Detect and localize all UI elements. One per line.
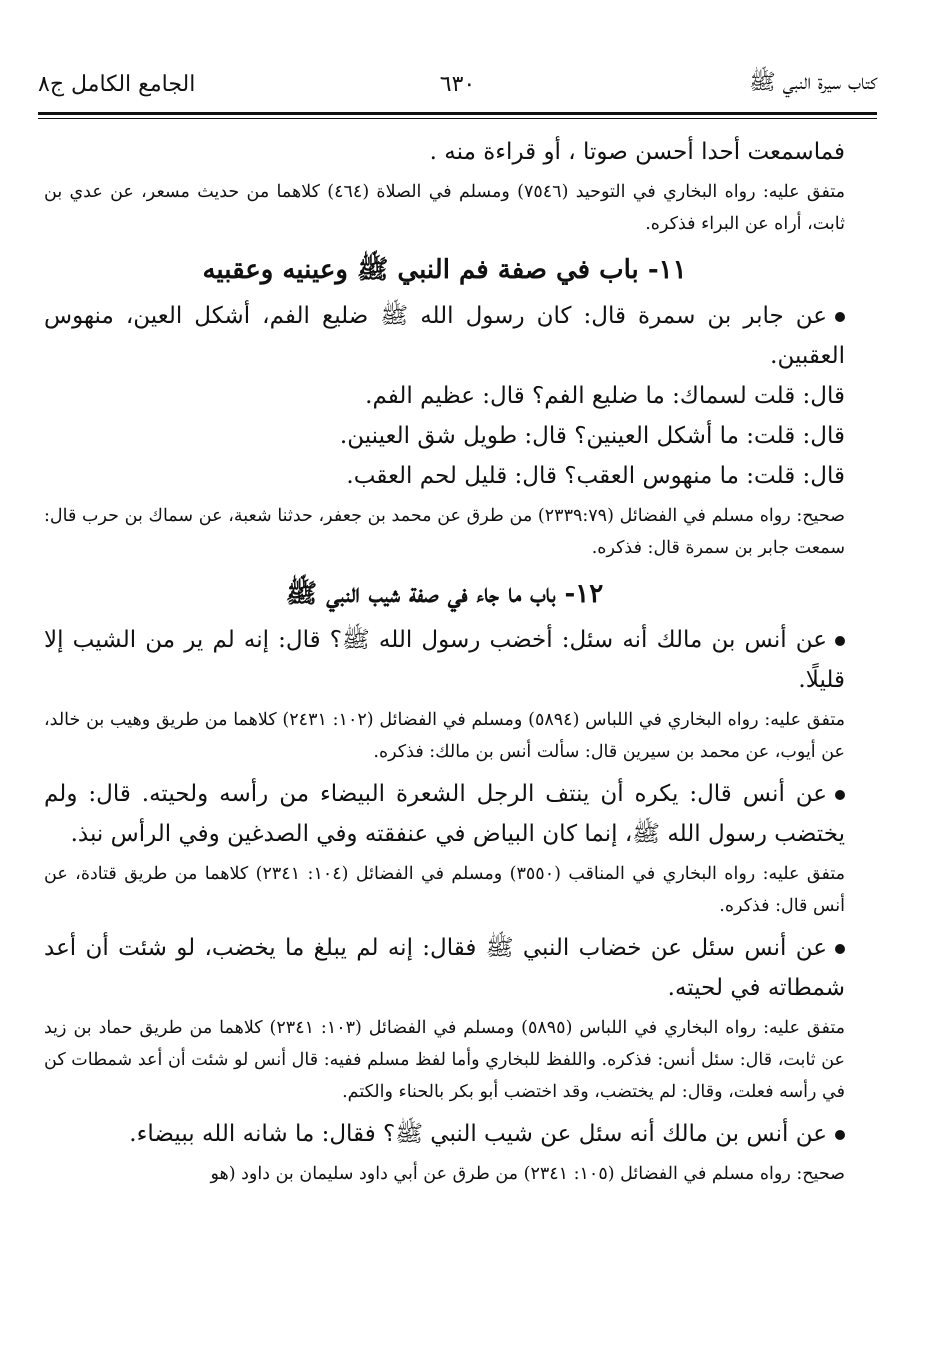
takhrij-note: صحيح: رواه مسلم في الفضائل (١٠٥: ٢٣٤١) من طرق عن أبي داود سليمان بن داود (هو (210, 1164, 845, 1184)
page-number: ٦٣٠ (439, 71, 476, 97)
takhrij-note: متفق عليه: رواه البخاري في التوحيد (٧٥٤٦) ومسلم في الصلاة (٤٦٤) كلاهما من حديث مسعر، عن عدي بن ثابت، أراه عن البراء فذكره. (44, 182, 846, 234)
hadith-paragraph (44, 774, 845, 854)
hadith-paragraph (44, 620, 845, 700)
text-line: فماسمعت أحدا أحسن صوتا ، أو قراءة منه . (429, 139, 845, 165)
collection-volume: الجامع الكامل ج٨ (38, 71, 196, 97)
header-rule-thin (38, 118, 877, 119)
hadith-text: عن أنس بن مالك أنه سئل: أخضب رسول الله ﷺ؟ قال: إنه لم ير من الشيب إلا قليلًا. (44, 627, 845, 693)
hadith-text: عن أنس بن مالك أنه سئل عن شيب النبي ﷺ؟ فقال: ما شانه الله ببيضاء. (129, 1121, 827, 1147)
hadith-paragraph (44, 928, 845, 1008)
hadith-paragraph (44, 296, 845, 376)
bullet-icon (835, 312, 845, 322)
bullet-icon (835, 1130, 845, 1140)
page-header (38, 62, 877, 106)
book-title: كتاب سيرة النبي ﷺ (749, 70, 877, 95)
takhrij-note: صحيح: رواه مسلم في الفضائل (٢٣٣٩:٧٩) من طرق عن محمد بن جعفر، حدثنا شعبة، عن سماك بن حرب قال: سمعت جابر بن سمرة قال: فذكره. (44, 506, 845, 558)
chapter-heading: ١١- باب في صفة فم النبي ﷺ وعينيه وعقبيه (202, 255, 687, 285)
takhrij-note: متفق عليه: رواه البخاري في المناقب (٣٥٥٠) ومسلم في الفضائل (١٠٤: ٢٣٤١) كلاهما من طريق قتادة، عن أنس قال: فذكره. (44, 864, 845, 916)
hadith-text: عن جابر بن سمرة قال: كان رسول الله ﷺ ضليع الفم، أشكل العين، منهوس العقبين. (44, 303, 845, 369)
header-rule-thick (38, 112, 877, 115)
bullet-icon (835, 636, 845, 646)
bullet-icon (835, 790, 845, 800)
hadith-text: عن أنس قال: يكره أن ينتف الرجل الشعرة البيضاء من رأسه ولحيته. قال: ولم يختضب رسول الله ﷺ، إنما كان البياض في عنفقته وفي الصدغين وفي الرأس نبذ. (44, 781, 845, 847)
chapter-heading: ١٢- باب ما جاء في صفة شيب النبي ﷺ (285, 579, 604, 609)
takhrij-note: متفق عليه: رواه البخاري في اللباس (٥٨٩٤) ومسلم في الفضائل (١٠٢: ٢٤٣١) كلاهما من طريق وهيب بن خالد، عن أيوب، عن محمد بن سيرين قال: سألت أنس بن مالك: فذكره. (44, 710, 845, 762)
bullet-icon (835, 944, 845, 954)
takhrij-note: متفق عليه: رواه البخاري في اللباس (٥٨٩٥) ومسلم في الفضائل (١٠٣: ٢٣٤١) كلاهما من طريق حماد بن زيد عن ثابت، قال: سئل أنس: فذكره. واللفظ للبخاري وأما لفظ مسلم ففيه: قال أنس لو شئت أن أعد شمطات كن في رأسه فعلت، وقال: لم يختضب، وقد اختضب أبو بكر بالحناء والكتم. (44, 1018, 845, 1102)
text-line: قال: قلت: ما أشكل العينين؟ قال: طويل شق العينين. (339, 423, 845, 449)
text-line: قال: قلت لسماك: ما ضليع الفم؟ قال: عظيم الفم. (365, 383, 845, 409)
hadith-text: عن أنس سئل عن خضاب النبي ﷺ فقال: إنه لم يبلغ ما يخضب، لو شئت أن أعد شمطاته في لحيته. (44, 935, 845, 1001)
page-body (44, 132, 845, 1196)
hadith-paragraph (44, 1114, 845, 1154)
text-line: قال: قلت: ما منهوس العقب؟ قال: قليل لحم العقب. (346, 463, 845, 489)
